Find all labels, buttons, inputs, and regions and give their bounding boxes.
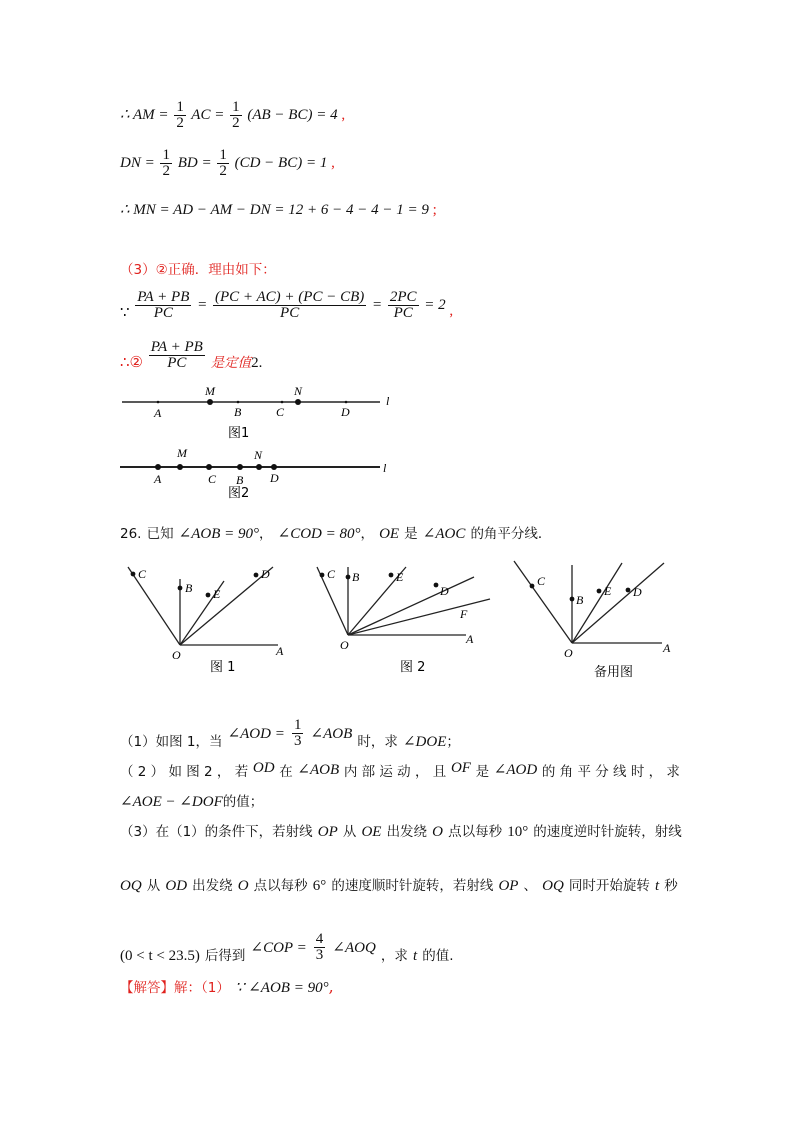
mn-punct: ;	[432, 202, 437, 218]
fig2-label-d: D	[270, 471, 279, 485]
fig2-point-d	[271, 464, 277, 470]
subquestion-2-line-2	[120, 790, 263, 811]
q2-expression: ∠AOE − ∠DOF	[120, 794, 223, 810]
equals-1: =	[197, 296, 208, 313]
fig2-point-a	[155, 464, 161, 470]
subquestion-2-line-1	[120, 760, 680, 780]
q3-fraction: $\frac{4}{3}$	[315, 931, 324, 963]
q3-text-j: 、	[523, 878, 538, 894]
conclusion-value: 2.	[251, 354, 263, 371]
frac-2pc: $\frac{2PC}{PC}$	[389, 289, 417, 321]
fig1-point-c	[281, 401, 284, 404]
fig3-label-b-angle: B	[576, 593, 584, 607]
angle-fig2-caption: 图 2	[400, 660, 426, 675]
answer-line	[120, 976, 334, 997]
q2-od: OD	[252, 760, 275, 776]
fig2-label-o-angle: O	[340, 638, 349, 652]
part3-because-line	[120, 290, 453, 321]
solution-line-dn	[120, 148, 335, 179]
fig1-label-e-angle: E	[213, 587, 221, 601]
q2-text-a: （ 2 ） 如 图 2 ， 若	[120, 764, 249, 780]
mn-text: ∴ MN = AD − AM − DN = 12 + 6 − 4 − 4 − 1 = 9	[120, 202, 429, 218]
q2-of: OF	[450, 760, 471, 776]
fig2-label-c-angle: C	[327, 567, 336, 581]
therefore-symbol: ∴②	[120, 354, 143, 371]
q3-oe: OE	[361, 824, 382, 840]
subquestion-1	[120, 718, 460, 749]
q3-text-n: ，求	[380, 948, 408, 964]
q3-oq2: OQ	[542, 878, 564, 894]
fig1-label-b: B	[234, 405, 242, 419]
stem-text-2: 是	[404, 526, 418, 542]
fig1-point-d	[345, 401, 348, 404]
q3-text-k: 同时开始旋转	[568, 878, 650, 894]
q3-speed-6: 6°	[312, 878, 327, 894]
dn-fraction-2: $\frac{1}{2}$	[219, 147, 227, 179]
q3-t2: t	[412, 948, 418, 964]
stem-sep-2: ，	[360, 526, 374, 542]
angle-fig-3	[514, 561, 671, 680]
solution-line-mn	[120, 200, 437, 219]
angle-figures	[110, 555, 690, 685]
fig2-label-c: C	[208, 472, 217, 486]
q2-text-e: 的 角 平 分 线 时 ， 求	[541, 764, 680, 780]
fig3-label-c-angle: C	[537, 574, 546, 588]
q2-angle-aob: ∠AOB	[297, 762, 340, 778]
q3-op: OP	[317, 824, 338, 840]
fig2-point-c	[206, 464, 212, 470]
frac-pa-pb-2: $\frac{PA + PB}{PC}$	[150, 339, 203, 371]
q2-end: 的值；	[222, 794, 264, 810]
subquestion-3-line-2	[120, 874, 678, 895]
frac-pa-pb: $\frac{PA + PB}{PC}$	[137, 289, 190, 321]
stem-text-1: 已知	[146, 526, 174, 542]
question-26-stem	[120, 522, 551, 543]
am-mid: AC =	[191, 106, 225, 123]
question-number: 26.	[120, 526, 142, 542]
part3-heading: （3）②正确．理由如下：	[120, 262, 276, 278]
fig1-point-n	[295, 399, 301, 405]
fig1-caption: 图1	[228, 426, 250, 441]
dn-prefix: DN =	[120, 154, 155, 171]
fig2-label-d-angle: D	[440, 584, 449, 598]
fig2-label-a-angle: A	[466, 632, 474, 646]
fig1-point-b	[237, 401, 240, 404]
q3-text-f: 从	[146, 878, 161, 894]
fig3-label-a-angle: A	[663, 641, 671, 655]
ray-oe: OE	[379, 526, 400, 542]
fig2-label-f-angle: F	[460, 607, 468, 621]
fig1-label-d: D	[341, 405, 350, 419]
fig2-label-m: M	[177, 446, 187, 460]
fig1-point-m	[207, 399, 213, 405]
q1-end: ；	[446, 734, 460, 750]
am-fraction-1: $\frac{1}{2}$	[176, 99, 184, 131]
q3-o2: O	[237, 878, 249, 894]
fig2-point-b	[237, 464, 243, 470]
fig1-label-d-angle: D	[261, 567, 270, 581]
q1-angle-aob: ∠AOB	[310, 726, 353, 742]
angle-cod: ∠COD = 80°	[277, 526, 361, 542]
angle-aob: ∠AOB = 90°	[178, 526, 260, 542]
fig2-point-n	[256, 464, 262, 470]
fig3-label-o-angle: O	[564, 646, 573, 660]
dn-rest: (CD − BC) = 1	[234, 154, 328, 171]
answer-tag: 【解答】	[120, 980, 174, 996]
angle-fig-1	[128, 567, 284, 675]
stem-text-3: 的角平分线．	[470, 526, 552, 542]
because-symbol: ∵	[120, 304, 130, 321]
q1-angle-doe: ∠DOE	[402, 734, 447, 750]
q3-angle-cop: ∠COP =	[250, 940, 307, 956]
fig3-label-d-angle: D	[633, 585, 642, 599]
q3-text-e: 的速度逆时针旋转，射线	[533, 824, 682, 840]
q2-angle-aod: ∠AOD	[493, 762, 538, 778]
q3-text-i: 的速度顺时针旋转，若射线	[331, 878, 494, 894]
solution-line-am	[120, 100, 345, 131]
q3-speed-10: 10°	[507, 824, 529, 840]
q3-text-d: 点以每秒	[448, 824, 503, 840]
fig2-label-b-angle: B	[352, 570, 360, 584]
q3-text-a: （3）在（1）的条件下，若射线	[120, 824, 313, 840]
stem-sep-1: ，	[259, 526, 273, 542]
answer-punct: ,	[328, 977, 334, 996]
fig3-label-e-angle: E	[604, 584, 612, 598]
fig1-label-b-angle: B	[185, 581, 193, 595]
answer-text: 解：（1）	[174, 980, 230, 996]
q3-o: O	[432, 824, 443, 840]
part3-conclusion-line	[120, 340, 262, 371]
q3-text-o: 的值.	[422, 948, 454, 964]
dn-mid: BD =	[177, 154, 212, 171]
dn-punct: ,	[331, 154, 335, 171]
subquestion-3-line-1	[120, 820, 682, 841]
dn-fraction-1: $\frac{1}{2}$	[162, 147, 170, 179]
subquestion-3-line-3	[120, 932, 454, 963]
fig1-label-a-angle: A	[276, 644, 284, 658]
angle-fig1-caption: 图 1	[210, 660, 236, 675]
equals-2: =	[372, 296, 383, 313]
fig2-point-m	[177, 464, 183, 470]
q3-text-c: 出发绕	[386, 824, 428, 840]
q3-text-l: 秒	[664, 878, 678, 894]
am-fraction-2: $\frac{1}{2}$	[232, 99, 240, 131]
result-value: = 2	[424, 296, 446, 313]
fig1-label-a: A	[154, 406, 162, 420]
q3-text-h: 点以每秒	[253, 878, 308, 894]
q1-prefix: （1）如图 1，当	[120, 734, 223, 750]
fig1-label-c: C	[276, 405, 285, 419]
am-prefix: ∴ AM =	[120, 106, 169, 123]
angle-aoc: ∠AOC	[422, 526, 466, 542]
conclusion-text: 是定值	[210, 354, 252, 371]
q3-text-m: 后得到	[204, 948, 246, 964]
angle-fig-2	[317, 567, 490, 675]
q3-od: OD	[165, 878, 188, 894]
q3-t: t	[654, 878, 660, 894]
fig1-line-label: l	[386, 394, 390, 408]
angle-fig3-caption: 备用图	[594, 665, 634, 680]
result-punct: ,	[449, 302, 454, 319]
q1-fraction: $\frac{1}{3}$	[293, 717, 302, 749]
q3-angle-aoq: ∠AOQ	[332, 940, 376, 956]
line-figures	[110, 380, 410, 510]
q3-oq: OQ	[120, 878, 142, 894]
answer-expression: ∵ ∠AOB = 90°	[234, 980, 329, 996]
fig2-label-n: N	[254, 448, 263, 462]
fig2-line-label: l	[383, 461, 387, 475]
q1-angle-aod: ∠AOD =	[227, 726, 285, 742]
fig2-label-a: A	[154, 472, 162, 486]
q2-text-c: 内 部 运 动 ， 且	[343, 764, 447, 780]
fig1-label-m: M	[205, 384, 215, 398]
am-punct: ,	[341, 106, 346, 123]
fig2-label-e-angle: E	[396, 570, 404, 584]
am-rest: (AB − BC) = 4	[247, 106, 338, 123]
q3-op2: OP	[498, 878, 519, 894]
q3-text-g: 出发绕	[192, 878, 233, 894]
q2-text-d: 是	[475, 764, 490, 780]
q3-range: (0 < t < 23.5)	[120, 948, 200, 964]
fig2-caption: 图2	[228, 486, 250, 501]
q2-text-b: 在	[279, 764, 293, 780]
fig1-label-o-angle: O	[172, 648, 181, 662]
frac-expanded: $\frac{(PC + AC) + (PC - CB)}{PC}$	[215, 289, 365, 321]
fig1-label-c-angle: C	[138, 567, 147, 581]
fig2-label-b: B	[236, 473, 244, 487]
q3-text-b: 从	[342, 824, 357, 840]
q1-mid: 时，求	[357, 734, 398, 750]
fig1-point-a	[157, 401, 160, 404]
fig1-label-n: N	[294, 384, 303, 398]
